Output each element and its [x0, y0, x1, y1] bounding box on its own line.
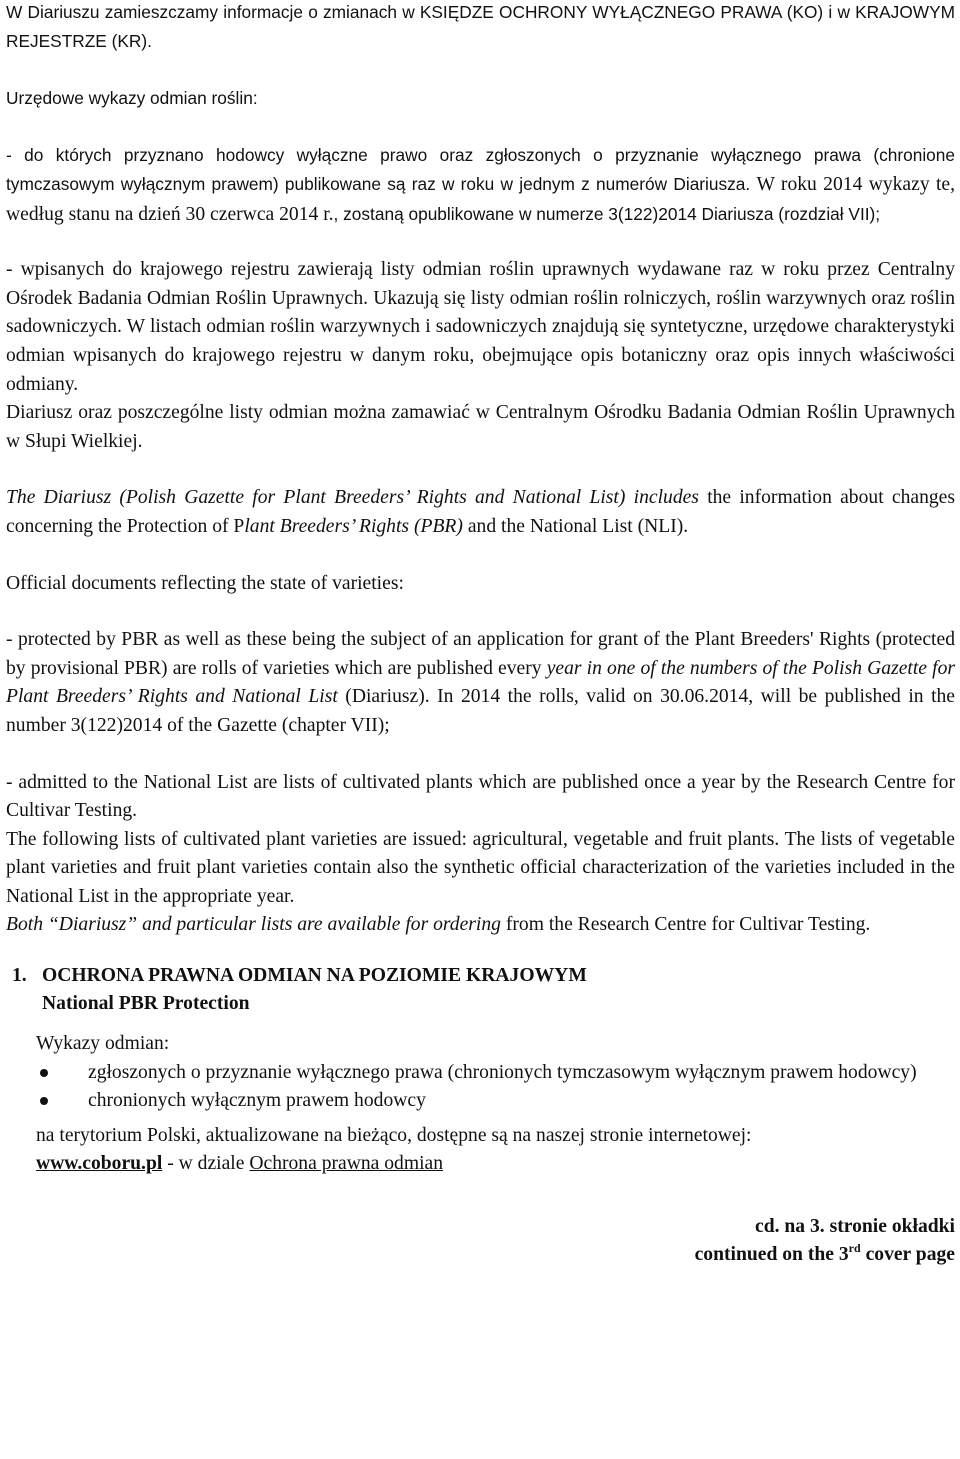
availability-text	[6, 1122, 955, 1179]
intro-en-italic: The Diariusz (Polish Gazette for Plant Breeders’ Rights and National List) includes	[6, 487, 699, 509]
lists-issued-english: The following lists of cultivated plant varieties are issued: agricultural, vegetable and fruit plants. The lists of vegetable plant varieties and fruit plant varieties contain also the synthetic official characterization of the varieties included in the National List in the appropriate year.	[6, 828, 955, 907]
protected-en-part-b: year in one of the numbers of the Polish Gazette for Plant Breeders’ Rights and National List	[6, 657, 956, 708]
protected-pl-part-b: W roku 2014 wykazy te, według stanu na dzień 30 czerwca 2014 r.	[6, 174, 955, 225]
continued-english: continued on the 3rd cover page	[694, 1241, 955, 1266]
national-list-english: - admitted to the National List are lists of cultivated plants which are published once a year by the Research Centre for Cultivar Testing.	[6, 771, 955, 822]
protected-pl-part-a: - do których przyznano hodowcy wyłączne prawo oraz zgłoszonych o przyznanie wyłącznego prawa (chronione tymczasowym wyłącznym prawem) publikowane są raz w roku w jednym z numerów Diariusza.	[6, 145, 955, 194]
bullet-list	[6, 1059, 955, 1116]
pbr-section-link[interactable]: Ochrona prawna odmian	[249, 1153, 444, 1175]
intro-english	[6, 484, 955, 541]
intro-en-end: and the National List (NLI).	[467, 515, 689, 537]
lists-label: Wykazy odmian:	[36, 1033, 170, 1055]
website-link[interactable]: www.coboru.pl	[36, 1153, 163, 1175]
section-number: 1.	[12, 965, 27, 987]
section-title: OCHRONA PRAWNA ODMIAN NA POZIOMIE KRAJOWYM	[42, 965, 587, 987]
territory-text: na terytorium Polski, aktualizowane na bieżąco, dostępne są na naszej stronie internetowej:	[36, 1124, 752, 1146]
list-item: chronionych wyłącznym prawem hodowcy	[36, 1087, 955, 1116]
ordering-english	[6, 911, 955, 940]
website-separator: - w dziale	[162, 1153, 250, 1175]
protected-varieties-polish	[6, 141, 955, 229]
official-documents-heading-english: Official documents reflecting the state of varieties:	[6, 572, 404, 594]
protected-varieties-english	[6, 626, 955, 740]
continued-polish: cd. na 3. stronie okładki	[755, 1216, 955, 1238]
intro-polish: W Diariuszu zamieszczamy informacje o zmianach w KSIĘDZE OCHRONY WYŁĄCZNEGO PRAWA (KO) i w KRAJOWYM REJESTRZE (KR).	[6, 2, 955, 51]
continued-note	[6, 1213, 955, 1269]
protected-pl-part-c: , zostaną opublikowane w numerze 3(122)2014 Diariusza (rozdział VII);	[333, 203, 881, 224]
intro-en-italic-2: lant Breeders’ Rights (PBR)	[244, 515, 463, 537]
ordering-polish: Diariusz oraz poszczególne listy odmian można zamawiać w Centralnym Ośrodku Badania Odmian Roślin Uprawnych w Słupi Wielkiej.	[6, 402, 955, 452]
protected-en-part-a: - protected by PBR as well as these being the subject of an application for grant of the Plant Breeders' Rights (protected by provisional PBR) are rolls of varieties which are published every	[6, 629, 955, 679]
national-list-polish: - wpisanych do krajowego rejestru zawierają listy odmian roślin uprawnych wydawane raz w roku przez Centralny Ośrodek Badania Odmian Roślin Uprawnych. Ukazują się listy odmian roślin rolniczych, roślin warzywnych oraz roślin sadowniczych. W listach odmian roślin warzywnych i sadowniczych znajdują się syntetyczne, urzędowe charakterystyki odmian wpisanych do krajowego rejestru w danym roku, obejmujące opis botaniczny oraz opis innych właściwości odmiany.	[6, 259, 955, 395]
ordering-en-normal: from the Research Centre for Cultivar Testing.	[500, 914, 871, 936]
bullet-icon	[40, 1097, 48, 1105]
section-subtitle: National PBR Protection	[42, 993, 250, 1015]
bullet-icon	[40, 1069, 48, 1077]
protected-en-part-c: (Diariusz). In 2014 the rolls, valid on 30.06.2014, will be published in the number 3(122)2014 of the Gazette (chapter VII);	[6, 686, 956, 736]
list-item: zgłoszonych o przyznanie wyłącznego prawa (chronionych tymczasowym wyłącznym prawem hodowcy)	[36, 1059, 955, 1088]
section-heading	[12, 962, 955, 1018]
ordering-en-italic: Both “Diariusz” and particular lists are available for ordering	[6, 914, 501, 936]
official-lists-heading-polish: Urzędowe wykazy odmian roślin:	[6, 88, 258, 108]
intro-en-normal: the information about changes concerning the Protection of P	[6, 487, 955, 537]
